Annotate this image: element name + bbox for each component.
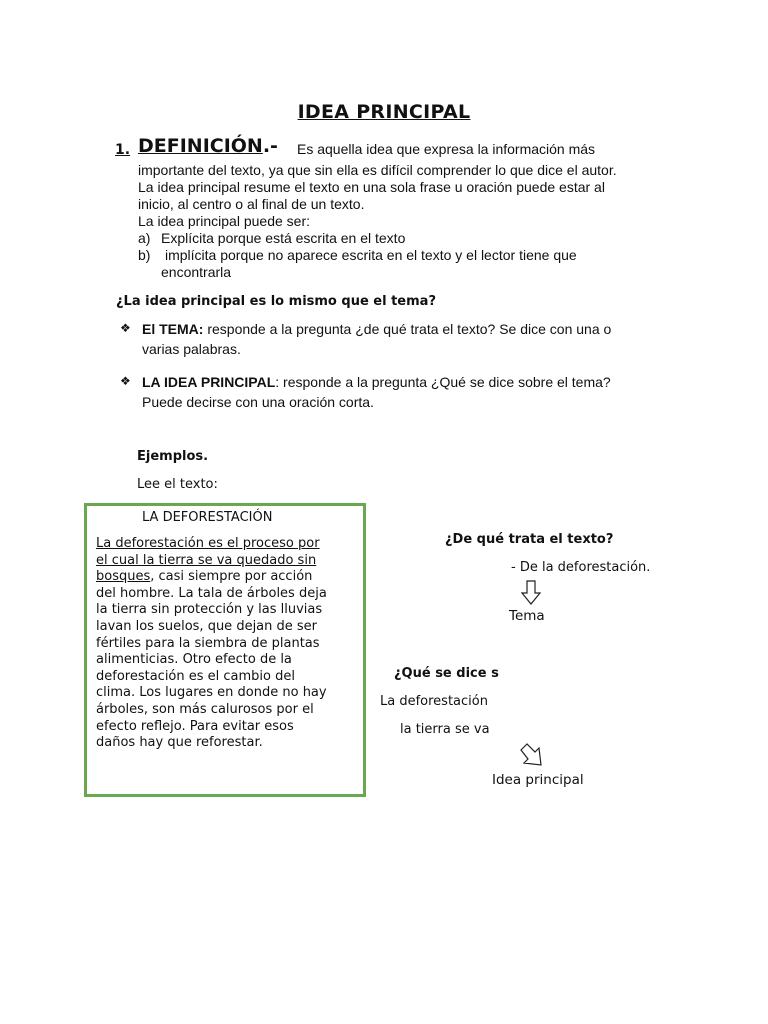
box-line: el cual la tierra se va quedado sin	[96, 552, 317, 568]
box-line: efecto reflejo. Para evitar esos	[96, 718, 294, 734]
box-line: la tierra sin protección y las lluvias	[96, 602, 323, 618]
arrow-down-icon	[520, 580, 542, 606]
bullet-idea-line1	[142, 374, 611, 391]
arrow-down-right-icon	[518, 742, 546, 770]
bullet-tema-line2: varias palabras.	[142, 341, 241, 357]
section-heading-text: DEFINICIÓN	[138, 135, 263, 157]
read-text-instruction: Lee el texto:	[137, 477, 218, 492]
examples-heading: Ejemplos.	[137, 449, 209, 464]
box-line	[96, 569, 356, 586]
box-line-rest: , casi siempre por acción	[150, 569, 313, 585]
box-line: fértiles para la siembra de plantas	[96, 635, 320, 651]
right-answer-1: - De la deforestación.	[511, 560, 651, 575]
box-line: alimenticias. Otro efecto de la	[96, 652, 292, 668]
definition-line-5: La idea principal puede ser:	[138, 213, 311, 229]
box-line: clima. Los lugares en donde no hay	[96, 685, 327, 701]
right-answer-2-line1: La deforestación	[380, 694, 488, 709]
type-b-continuation: encontrarla	[161, 264, 232, 280]
bullet-tema-line1	[142, 321, 611, 338]
diamond-bullet-icon: ❖	[120, 374, 131, 388]
idea-principal-label: Idea principal	[492, 772, 584, 788]
box-line: del hombre. La tala de árboles deja	[96, 585, 327, 601]
section-heading	[138, 135, 278, 157]
box-line: daños hay que reforestar.	[96, 735, 263, 751]
type-a-marker: a)	[138, 230, 151, 246]
box-line: árboles, son más calurosos por el	[96, 701, 314, 717]
right-question-1: ¿De qué trata el texto?	[445, 532, 614, 547]
definition-line-1: Es aquella idea que expresa la información más	[297, 141, 596, 157]
bullet-tema-text: responde a la pregunta ¿de qué trata el texto? Se dice con una o	[203, 321, 612, 337]
section-heading-suffix: .-	[262, 135, 278, 157]
definition-line-2: importante del texto, ya que sin ella es difícil comprender lo que dice el autor.	[138, 162, 617, 178]
page-title: IDEA PRINCIPAL	[297, 101, 471, 123]
box-line: La deforestación es el proceso por	[96, 536, 320, 551]
bullet-idea-label: LA IDEA PRINCIPAL	[142, 374, 276, 390]
box-line: deforestación es el cambio del	[96, 668, 295, 684]
box-underlined-word: bosques	[96, 569, 151, 585]
type-b-text: implícita porque no aparece escrita en el texto y el lector tiene que	[165, 247, 577, 263]
diamond-bullet-icon: ❖	[120, 321, 131, 335]
bullet-tema-label: El TEMA:	[142, 321, 204, 337]
right-answer-2-line2: la tierra se va	[400, 722, 490, 737]
bullet-idea-text: : responde a la pregunta ¿Qué se dice sobre el tema?	[275, 374, 611, 390]
box-title: LA DEFORESTACIÓN	[142, 510, 273, 525]
tema-label: Tema	[509, 608, 545, 624]
section-number: 1.	[115, 142, 131, 158]
bullet-idea-line2: Puede decirse con una oración corta.	[142, 394, 374, 410]
box-line: lavan los suelos, que dejan de ser	[96, 618, 318, 634]
right-question-2: ¿Qué se dice s	[394, 666, 499, 681]
definition-line-3: La idea principal resume el texto en una sola frase u oración puede estar al	[138, 179, 605, 195]
type-a-text: Explícita porque está escrita en el texto	[161, 230, 406, 246]
question-heading: ¿La idea principal es lo mismo que el tema?	[116, 294, 436, 309]
definition-line-4: inicio, al centro o al final de un texto.	[138, 196, 365, 212]
box-paragraph	[96, 536, 356, 752]
type-b-marker: b)	[138, 247, 151, 263]
